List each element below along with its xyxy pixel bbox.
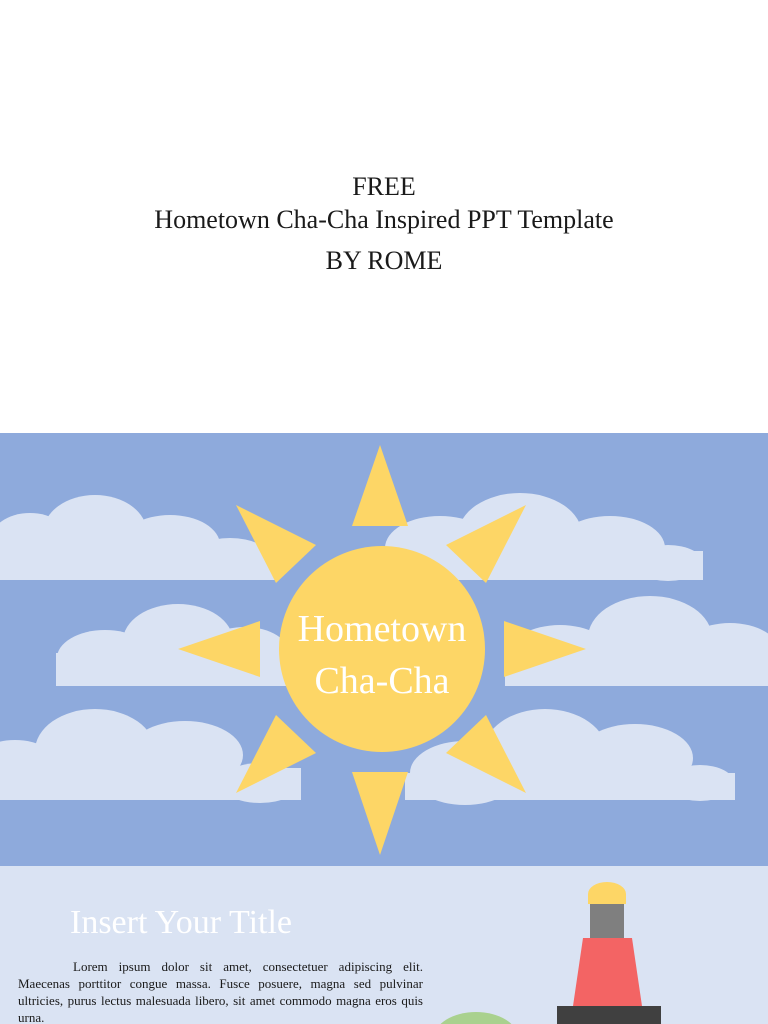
slide-title-line-1: Hometown	[297, 608, 467, 650]
slide-title-line-2: Cha-Cha	[314, 660, 450, 702]
cover-page	[0, 0, 768, 433]
title-slide	[0, 433, 768, 866]
content-body-text: Lorem ipsum dolor sit amet, consectetuer adipiscing elit. Maecenas porttitor congue massa. Fusce posuere, magna sed pulvinar ultricies, purus lectus malesuada libero, sit amet commodo magna eros quis urna.	[18, 959, 423, 1024]
content-title: Insert Your Title	[70, 904, 293, 941]
green-hill	[434, 1012, 518, 1024]
slide-main-title	[262, 603, 502, 707]
cover-free-label: FREE	[352, 172, 416, 201]
cover-author: BY ROME	[325, 246, 443, 275]
lighthouse-icon	[557, 882, 661, 1024]
content-slide	[0, 866, 768, 1024]
cloud-top-left	[0, 495, 275, 580]
cover-template-title: Hometown Cha-Cha Inspired PPT Template	[154, 205, 614, 234]
